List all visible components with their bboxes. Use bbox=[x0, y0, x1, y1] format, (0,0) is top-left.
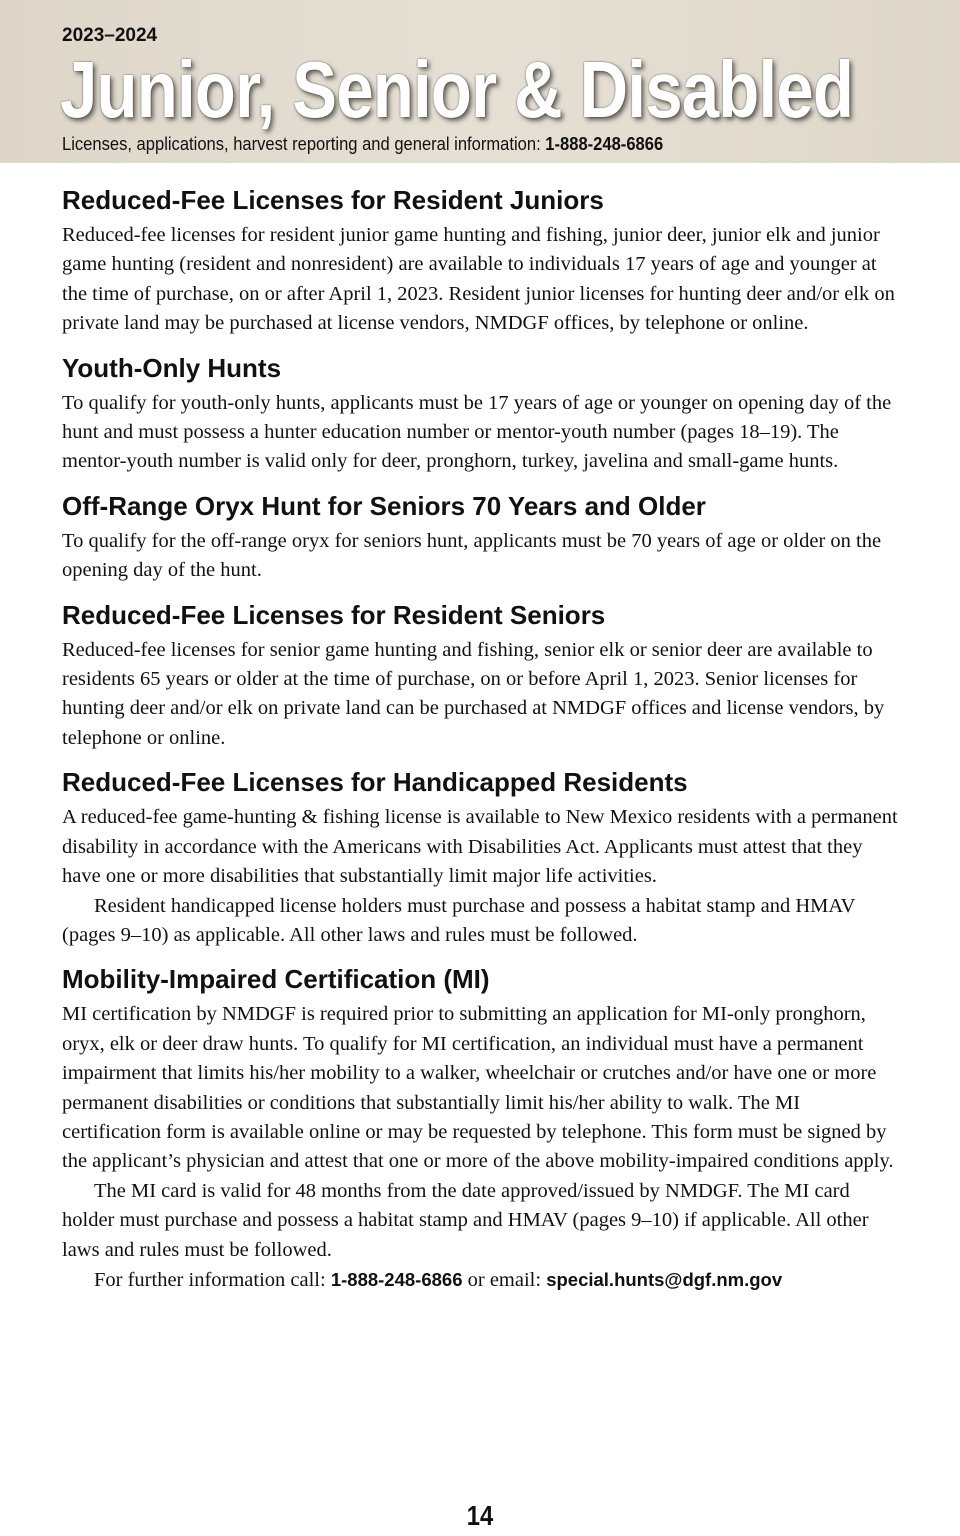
section-youth-hunts bbox=[62, 351, 902, 477]
section-mobility-impaired bbox=[62, 962, 902, 1295]
page-header bbox=[0, 0, 960, 163]
main-content bbox=[62, 183, 902, 1307]
section-paragraph: Reduced-fee licenses for resident junior game hunting and fishing, junior deer, junior elk and junior game hunting (resident and nonresident) are available to individuals 17 years of age and younger at the time of purchase, on or after April 1, 2023. Resident junior licenses for hunting deer and/or elk on private land may be purchased at license vendors, NMDGF offices, by telephone or online. bbox=[62, 224, 895, 335]
section-paragraph: MI certification by NMDGF is required prior to submitting an application for MI-only pronghorn, oryx, elk or deer draw hunts. To qualify for MI certification, an individual must have a permanent impairment that limits his/her mobility to a walker, wheelchair or crutches and/or have one or more permanent disabilities or conditions that substantially limit his/her ability to walk. The MI certification form is available online or may be requested by telephone. This form must be signed by the applicant’s physician and attest that one or more of the above mobility-impaired conditions apply. bbox=[62, 1003, 894, 1173]
section-paragraph: A reduced-fee game-hunting & fishing license is available to New Mexico residents with a permanent disability in accordance with the Americans with Disabilities Act. Applicants must attest that they have one or more disabilities that substantially limit major life activities. bbox=[62, 806, 898, 888]
edition-year: 2023–2024 bbox=[62, 25, 158, 46]
section-heading: Reduced-Fee Licenses for Handicapped Residents bbox=[62, 767, 688, 798]
contact-middle: or email: bbox=[467, 1268, 542, 1291]
section-paragraph: Reduced-fee licenses for senior game hunting and fishing, senior elk or senior deer are available to residents 65 years or older at the time of purchase, on or before April 1, 2023. Senior licenses for hunting deer and/or elk on private land can be purchased at NMDGF offices and license vendors, by telephone or online. bbox=[62, 638, 885, 749]
section-paragraph: To qualify for the off-range oryx for seniors hunt, applicants must be 70 years of age or older on the opening day of the hunt. bbox=[62, 529, 882, 582]
section-paragraph: Resident handicapped license holders must purchase and possess a habitat stamp and HMAV (pages 9–10) as applicable. All other laws and rules must be followed. bbox=[62, 894, 856, 946]
section-paragraph: To qualify for youth-only hunts, applicants must be 17 years of age or younger on opening day of the hunt and must possess a hunter education number or mentor-youth number (pages 18–19). The mentor-youth number is valid only for deer, pronghorn, turkey, javelina and small-game hunts. bbox=[62, 391, 892, 473]
info-phone: 1-888-248-6866 bbox=[545, 134, 664, 154]
page-title: Junior, Senior & Disabled bbox=[60, 45, 854, 134]
contact-email[interactable]: special.hunts@dgf.nm.gov bbox=[546, 1268, 783, 1290]
section-handicapped-licenses bbox=[62, 765, 902, 950]
contact-phone[interactable]: 1-888-248-6866 bbox=[330, 1268, 463, 1290]
section-heading: Reduced-Fee Licenses for Resident Juniors bbox=[62, 185, 604, 215]
section-heading: Mobility-Impaired Certification (MI) bbox=[62, 964, 490, 995]
section-paragraph: The MI card is valid for 48 months from the date approved/issued by NMDGF. The MI card holder must purchase and possess a habitat stamp and HMAV (pages 9–10) if applicable. All other laws and rules must be followed. bbox=[62, 1179, 869, 1261]
info-line bbox=[62, 134, 663, 155]
section-oryx-seniors bbox=[62, 489, 902, 586]
section-heading: Reduced-Fee Licenses for Resident Seniors bbox=[62, 599, 606, 630]
page-number: 14 bbox=[466, 1500, 494, 1531]
section-junior-licenses bbox=[62, 183, 902, 339]
contact-prefix: For further information call: bbox=[94, 1268, 326, 1291]
info-text: Licenses, applications, harvest reporting and general information: bbox=[62, 134, 541, 154]
section-heading: Off-Range Oryx Hunt for Seniors 70 Years and Older bbox=[62, 490, 706, 521]
contact-line bbox=[62, 1265, 902, 1295]
section-heading: Youth-Only Hunts bbox=[62, 352, 282, 383]
section-senior-licenses bbox=[62, 598, 902, 754]
